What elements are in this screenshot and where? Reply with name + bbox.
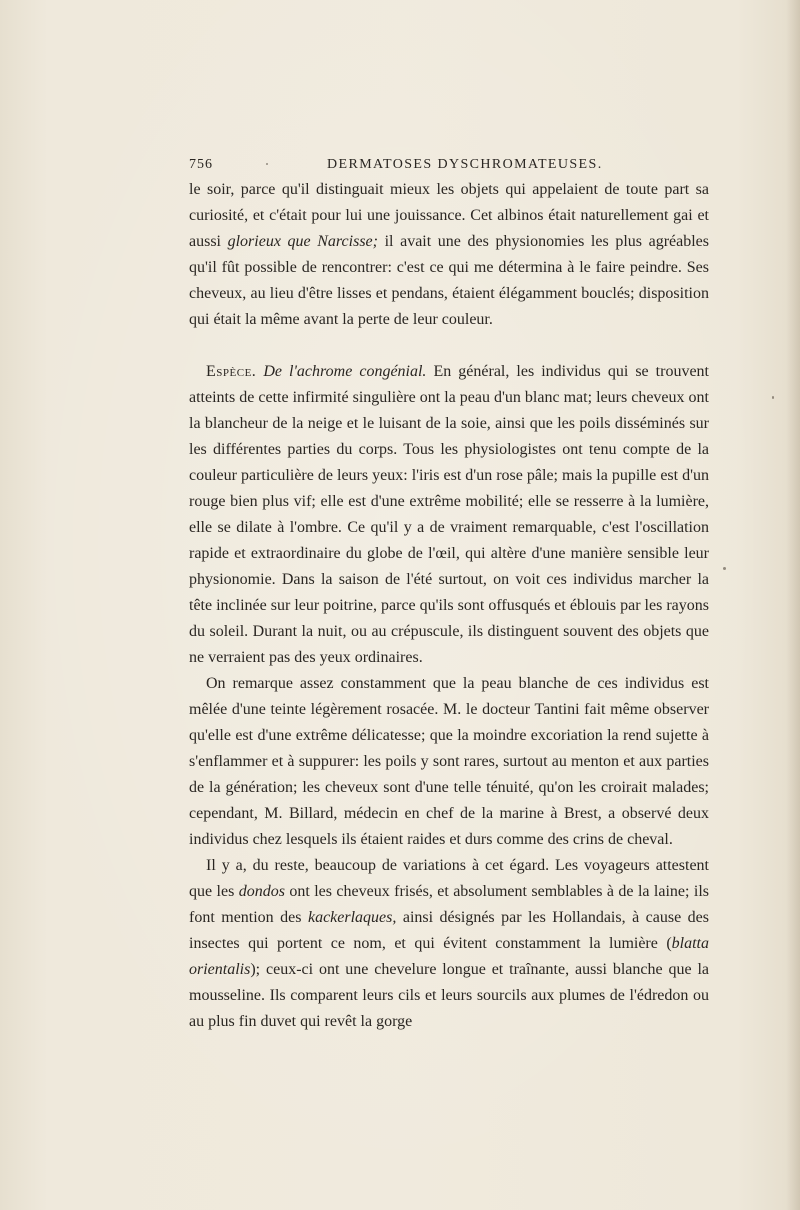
paragraph-1 bbox=[189, 177, 709, 333]
paragraph-4-text-e: ainsi désignés par les Hollandais, à cause des insectes qui portent ce nom, et qui évitent constamment la lumière ( bbox=[189, 909, 709, 952]
page-edge-shadow bbox=[786, 0, 800, 1210]
paragraph-4-text-g: ); ceux-ci ont une chevelure longue et traînante, aussi blanche que la mousseline. Ils comparent leurs cils et leurs sourcils aux plumes de l'édredon ou au plus fin duvet qui revêt la gorge bbox=[189, 961, 709, 1030]
paragraph-4-italic-kackerlaques: kackerlaques, bbox=[307, 909, 397, 926]
paragraph-4-text-a: Il y a, du reste, beaucoup de variations à cet égard. Les voyageurs attestent que les bbox=[189, 857, 709, 900]
running-head: DERMATOSES DYSCHROMATEUSES. bbox=[327, 157, 603, 172]
paragraph-4-italic-dondos: dondos bbox=[238, 883, 285, 900]
page-header bbox=[189, 157, 709, 179]
paragraph-1-text-a: le soir, parce qu'il distinguait mieux les objets qui appelaient de toute part sa curiosité, et c'était pour lui une jouissance. Cet albinos était naturellement gai et aussi bbox=[189, 181, 709, 250]
section-label: Espèce. bbox=[206, 363, 257, 380]
paper-speck bbox=[266, 163, 268, 165]
paper-speck bbox=[772, 396, 774, 399]
paper-speck bbox=[723, 567, 726, 570]
paragraph-2 bbox=[189, 359, 709, 671]
paragraph-4-italic-blatta: blatta orientalis bbox=[189, 935, 709, 978]
section-title: De l'achrome congénial. bbox=[263, 363, 427, 380]
paragraph-3: On remarque assez constamment que la peau blanche de ces individus est mêlée d'une teinte légèrement rosacée. M. le docteur Tantini fait même observer qu'elle est d'une extrême délicatesse; que la moindre excoriation la rend sujette à s'enflammer et à suppurer: les poils y sont rares, surtout au menton et aux parties de la génération; les cheveux sont d'une telle ténuité, qu'on les croirait malades; cependant, M. Billard, médecin en chef de la marine à Brest, a observé deux individus chez lesquels ils étaient raides et durs comme des crins de cheval. bbox=[189, 675, 709, 848]
paragraph-4 bbox=[189, 853, 709, 1035]
page-number: 756 bbox=[189, 157, 213, 172]
paragraph-1-italic: glorieux que Narcisse; bbox=[227, 233, 378, 250]
paragraph-4-text-c: ont les cheveux frisés, et absolument semblables à de la laine; ils font mention des bbox=[189, 883, 709, 926]
body-text bbox=[189, 177, 709, 1035]
paragraph-2-body: En général, les individus qui se trouvent atteints de cette infirmité singulière ont la peau d'un blanc mat; leurs cheveux ont la blancheur de la neige et le luisant de la soie, ainsi que les poils disséminés sur les différentes parties du corps. Tous les physiologistes ont tenu compte de la couleur particulière de leurs yeux: l'iris est d'un rose pâle; mais la pupille est d'un rouge bien plus vif; elle est d'une extrême mobilité; elle se resserre à la lumière, elle se dilate à l'ombre. Ce qu'il y a de vraiment remarquable, c'est l'oscillation rapide et extraordinaire du globe de l'œil, qui altère d'une manière sensible leur physionomie. Dans la saison de l'été surtout, on voit ces individus marcher la tête inclinée sur leur poitrine, parce qu'ils sont offusqués et éblouis par les rayons du soleil. Durant la nuit, ou au crépuscule, ils distinguent souvent des objets que ne verraient pas des yeux ordinaires. bbox=[189, 363, 710, 666]
paragraph-1-text-c: il avait une des physionomies les plus agréables qu'il fût possible de rencontrer: c'est ce qui me détermina à le faire peindre. Ses cheveux, au lieu d'être lisses et pendans, étaient élégamment bouclés; disposition qui était la même avant la perte de leur couleur. bbox=[189, 233, 710, 328]
